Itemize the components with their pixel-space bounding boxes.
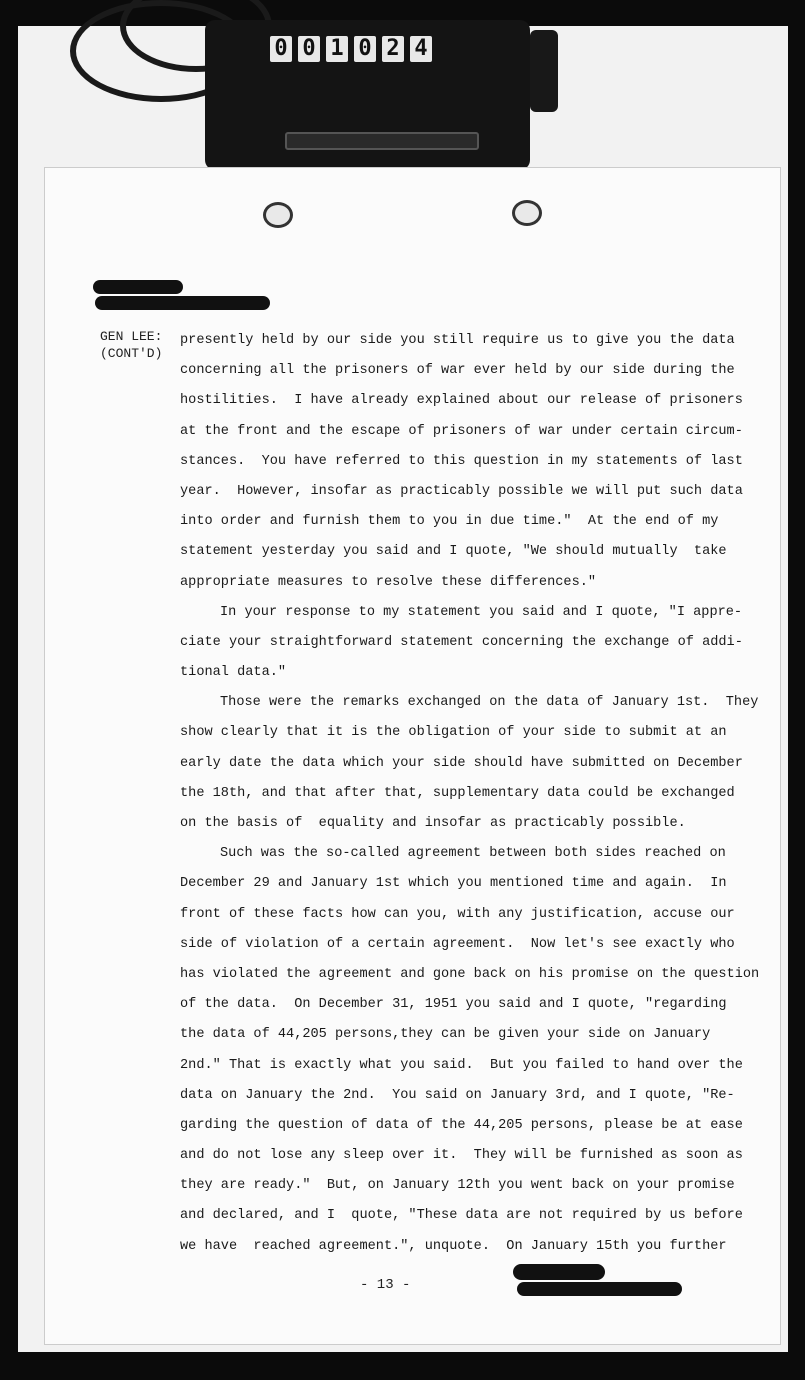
- transcript-line: concerning all the prisoners of war ever held by our side during the: [180, 363, 735, 379]
- transcript-line: show clearly that it is the obligation of your side to submit at an: [180, 725, 727, 741]
- binder-hole-right: [512, 200, 542, 226]
- transcript-line: at the front and the escape of prisoners of war under certain circum-: [180, 423, 743, 439]
- transcript-line: garding the question of data of the 44,205 persons, please be at ease: [180, 1117, 743, 1133]
- transcript-line: tional data.": [180, 665, 287, 681]
- transcript-line: the 18th, and that after that, supplementary data could be exchanged: [180, 785, 735, 801]
- page-number: - 13 -: [360, 1277, 411, 1293]
- transcript-line: on the basis of equality and insofar as practicably possible.: [180, 816, 686, 831]
- counter-digit: 1: [326, 36, 348, 62]
- counter-slot: [285, 132, 479, 150]
- counter-digit: 0: [270, 36, 292, 62]
- transcript-line: presently held by our side you still require us to give you the data: [180, 333, 735, 348]
- transcript-line: hostilities. I have already explained about our release of prisoners: [180, 393, 743, 409]
- counter-digit: 4: [410, 36, 432, 62]
- transcript-line: and do not lose any sleep over it. They will be furnished as soon as: [180, 1148, 743, 1164]
- transcript-line: statement yesterday you said and I quote, "We should mutually take: [180, 544, 727, 560]
- binder-hole-left: [263, 202, 293, 228]
- transcript-line: appropriate measures to resolve these differences.": [180, 574, 597, 590]
- transcript-line: year. However, insofar as practicably possible we will put such data: [180, 483, 743, 499]
- speaker-label: [100, 328, 162, 362]
- counter-digit: 0: [354, 36, 376, 62]
- transcript-line: Such was the so-called agreement between both sides reached on: [220, 846, 726, 862]
- transcript-line: early date the data which your side should have submitted on December: [180, 755, 743, 771]
- redaction-bar-top-2: [95, 296, 270, 310]
- counter-digit: 0: [298, 36, 320, 62]
- transcript-line: side of violation of a certain agreement. Now let's see exactly who: [180, 936, 735, 952]
- frame-counter-digits: [270, 36, 432, 62]
- redaction-bar-bottom: [513, 1264, 605, 1280]
- transcript-line: 2nd." That is exactly what you said. But you failed to hand over the: [180, 1057, 743, 1073]
- transcript-line: we have reached agreement.", unquote. On January 15th you further: [180, 1238, 727, 1254]
- transcript-line: front of these facts how can you, with any justification, accuse our: [180, 906, 735, 922]
- transcript-line: Those were the remarks exchanged on the data of January 1st. They: [220, 695, 759, 711]
- transcript-body: [180, 326, 760, 1262]
- speaker-name: GEN LEE:: [100, 329, 163, 344]
- transcript-line: of the data. On December 31, 1951 you said and I quote, "regarding: [180, 997, 727, 1013]
- transcript-line: December 29 and January 1st which you mentioned time and again. In: [180, 876, 727, 892]
- transcript-line: has violated the agreement and gone back on his promise on the question: [180, 966, 760, 982]
- redaction-bar-top: [93, 280, 183, 294]
- transcript-line: In your response to my statement you said and I quote, "I appre-: [220, 604, 743, 620]
- transcript-line: data on January the 2nd. You said on January 3rd, and I quote, "Re-: [180, 1087, 735, 1103]
- transcript-line: ciate your straightforward statement concerning the exchange of addi-: [180, 634, 743, 650]
- transcript-line: stances. You have referred to this question in my statements of last: [180, 453, 743, 469]
- transcript-line: the data of 44,205 persons,they can be given your side on January: [180, 1027, 711, 1043]
- transcript-line: and declared, and I quote, "These data are not required by us before: [180, 1208, 743, 1224]
- transcript-line: they are ready." But, on January 12th you went back on your promise: [180, 1178, 735, 1194]
- transcript-line: into order and furnish them to you in due time." At the end of my: [180, 514, 719, 530]
- counter-knob: [530, 30, 558, 112]
- redaction-bar-bottom-2: [517, 1282, 682, 1296]
- counter-digit: 2: [382, 36, 404, 62]
- speaker-cont: (CONT'D): [100, 346, 163, 361]
